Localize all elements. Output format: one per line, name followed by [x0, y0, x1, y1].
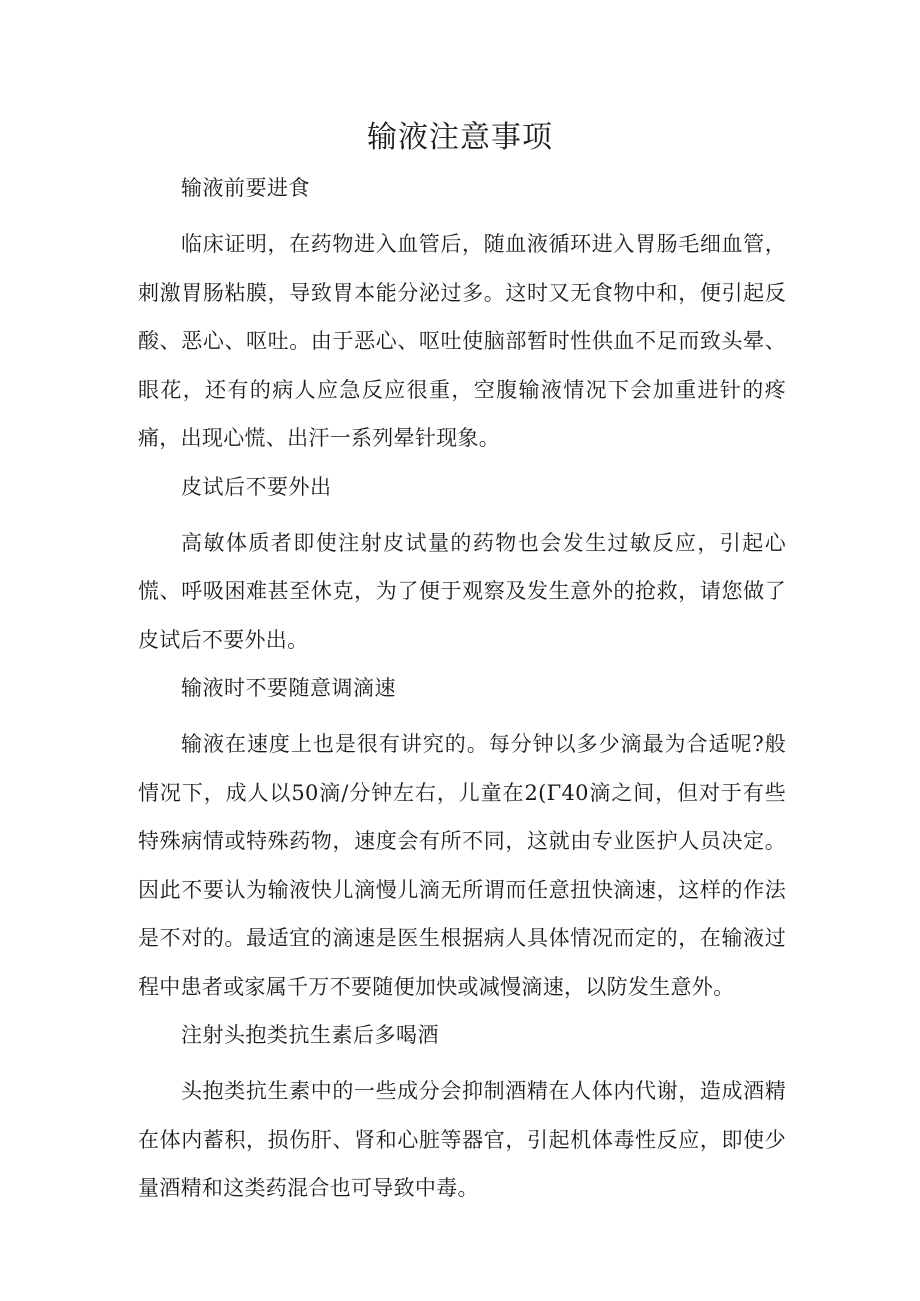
section-paragraph: 高敏体质者即使注射皮试量的药物也会发生过敏反应，引起心慌、呼吸困难甚至休克，为了便于观察及发生意外的抢救，请您做了皮试后不要外出。 [138, 530, 786, 652]
page-title: 输液注意事项 [367, 120, 553, 155]
section-paragraph: 头抱类抗生素中的一些成分会抑制酒精在人体内代谢，造成酒精在体内蓄积，损伤肝、肾和心脏等器官，引起机体毒性反应，即使少量酒精和这类药混合也可导致中毒。 [138, 1079, 786, 1200]
section-paragraph: 输液在速度上也是很有讲究的。每分钟以多少滴最为合适呢?般情况下，成人以50滴/分钟左右，儿童在2(Γ40滴之间，但对于有些特殊病情或特殊药物，速度会有所不同，这就由专业医护人员决定。因此不要认为输液快儿滴慢儿滴无所谓而任意扭快滴速，这样的作法是不对的。最适宜的滴速是医生根据病人具体情况而定的，在输液过程中患者或家属千万不要随便加快或减慢滴速，以防发生意外。 [138, 732, 786, 999]
document-body [138, 168, 786, 1217]
section-paragraph: 临床证明，在药物进入血管后，随血液循环进入胃肠毛细血管，刺激胃肠粘膜，导致胃本能分泌过多。这时又无食物中和，便引起反酸、恶心、呕吐。由于恶心、呕吐使脑部暂时性供血不足而致头晕、眼花，还有的病人应急反应很重，空腹输液情况下会加重进针的疼痛，出现心慌、出汗一系列晕针现象。 [138, 232, 786, 450]
section-heading: 皮试后不要外出 [181, 474, 332, 499]
section-heading: 输液时不要随意调滴速 [181, 676, 396, 700]
section-heading: 注射头抱类抗生素后多喝酒 [181, 1023, 439, 1047]
section-heading: 输液前要进食 [181, 176, 310, 200]
